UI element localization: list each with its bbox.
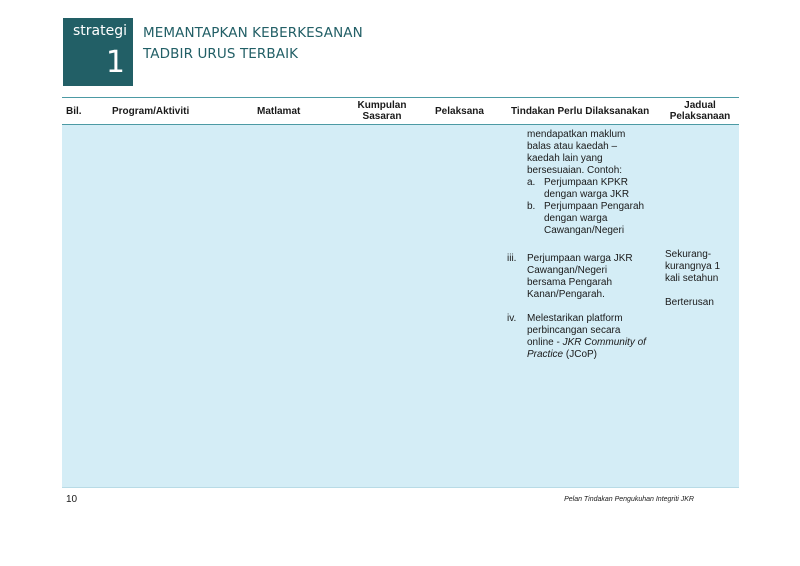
page-title-line-2: TADBIR URUS TERBAIK	[143, 46, 299, 62]
strategy-badge	[63, 18, 133, 86]
list-item: b. Perjumpaan Pengarah dengan warga Cawangan/Negeri	[527, 201, 645, 236]
table-header	[62, 97, 739, 125]
header-pelaksana: Pelaksana	[435, 106, 484, 117]
strategy-number: 1	[105, 45, 125, 80]
tindakan-continuation: mendapatkan maklum balas atau kaedah – kaedah lain yang bersesuaian. Contoh:	[527, 129, 626, 176]
header-tindakan: Tindakan Perlu Dilaksanakan	[511, 106, 650, 117]
list-item: a. Perjumpaan KPKR dengan warga JKR	[527, 177, 630, 200]
jadual-iii: Sekurang- kurangnya 1 kali setahun	[665, 249, 721, 284]
header-jadual-line1: Jadual	[684, 100, 716, 111]
header-program: Program/Aktiviti	[112, 106, 190, 117]
header-jadual-line2: Pelaksanaan	[669, 111, 731, 122]
tindakan-item-iii: iii. Perjumpaan warga JKR Cawangan/Negeri bersama Pengarah Kanan/Pengarah.	[507, 253, 633, 300]
header-matlamat: Matlamat	[257, 106, 301, 117]
tindakan-item-iv: iv. Melestarikan platform perbincangan secara online - JKR Community of Practice (JCoP)	[507, 313, 646, 360]
strategy-label: strategi	[73, 23, 127, 39]
header-bil: Bil.	[66, 106, 82, 117]
jadual-cell	[665, 249, 737, 309]
page-title-line-1: MEMANTAPKAN KEBERKESANAN	[143, 25, 363, 41]
tindakan-sub-list	[507, 177, 657, 237]
header-jadual	[663, 100, 737, 122]
header-kumpulan-line1: Kumpulan	[357, 100, 407, 111]
table-body	[62, 125, 739, 488]
footer-document-title: Pelan Tindakan Pengukuhan Integriti JKR	[564, 496, 694, 503]
tindakan-cell	[507, 129, 657, 361]
action-plan-table	[62, 97, 739, 488]
jadual-iv: Berterusan	[665, 297, 714, 308]
header-kumpulan-sasaran	[352, 100, 412, 122]
page-number: 10	[66, 494, 78, 505]
header-kumpulan-line2: Sasaran	[362, 111, 402, 122]
